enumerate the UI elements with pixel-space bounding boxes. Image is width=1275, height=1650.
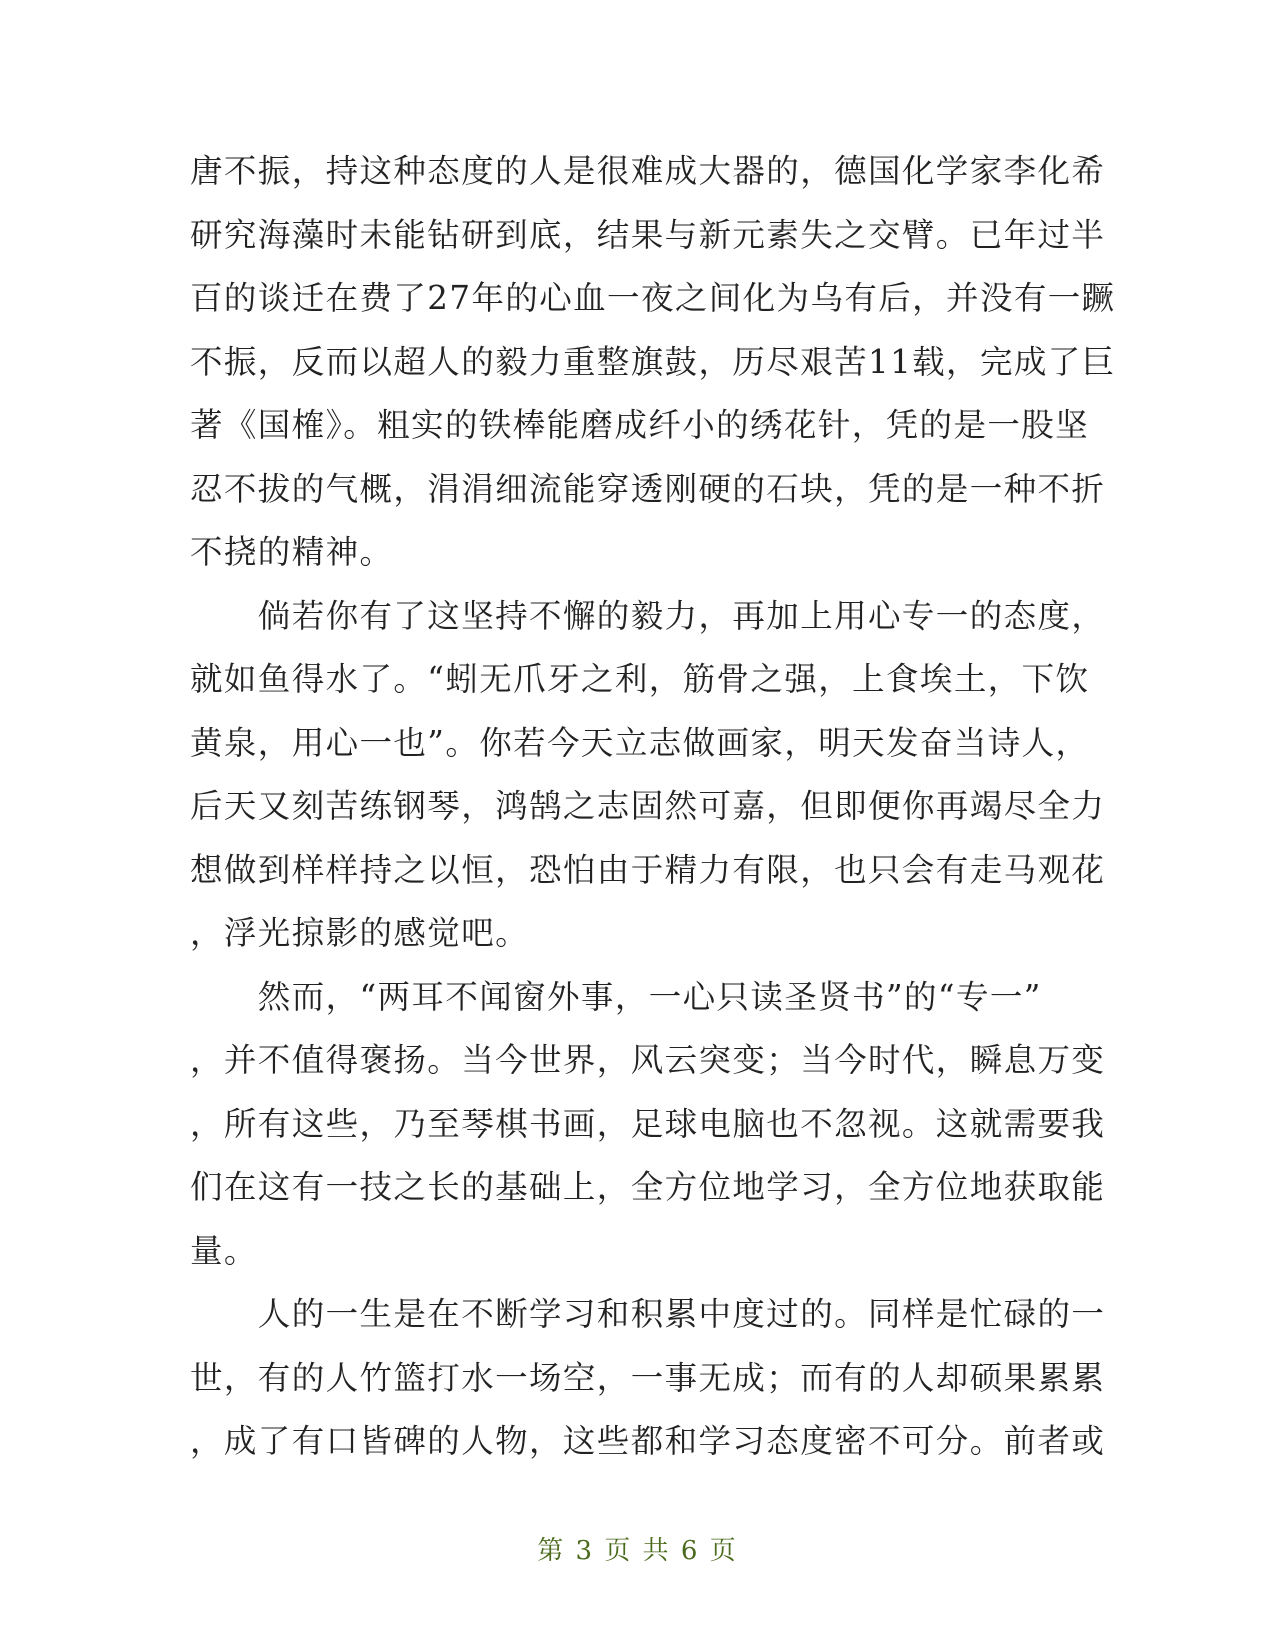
text-line: 倘若你有了这坚持不懈的毅力，再加上用心专一的态度， xyxy=(190,596,1106,635)
text-line: 世，有的人竹篮打水一场空，一事无成；而有的人却硕果累累 xyxy=(190,1358,1106,1397)
text-line: ，所有这些，乃至琴棋书画，足球电脑也不忽视。这就需要我 xyxy=(190,1104,1106,1143)
text-line: 人的一生是在不断学习和积累中度过的。同样是忙碌的一 xyxy=(190,1295,1106,1333)
text-line: 黄泉，用心一也”。你若今天立志做画家，明天发奋当诗人， xyxy=(190,723,1090,762)
text-line: 想做到样样持之以恒，恐怕由于精力有限，也只会有走马观花 xyxy=(190,850,1106,889)
text-line: 就如鱼得水了。“蚓无爪牙之利，筋骨之强，上食埃土，下饮 xyxy=(190,660,1090,698)
text-line: 唐不振，持这种态度的人是很难成大器的，德国化学家李化希 xyxy=(190,152,1106,190)
text-line: 后天又刻苦练钢琴，鸿鹄之志固然可嘉，但即便你再竭尽全力 xyxy=(190,787,1106,825)
text-line: 研究海藻时未能钻研到底，结果与新元素失之交臂。已年过半 xyxy=(190,215,1106,254)
text-line: 量。 xyxy=(190,1231,258,1270)
page-number-footer: 第 3 页 共 6 页 xyxy=(537,1536,738,1566)
text-line: ，成了有口皆碑的人物，这些都和学习态度密不可分。前者或 xyxy=(190,1422,1106,1460)
text-line: 百的谈迁在费了27年的心血一夜之间化为乌有后，并没有一蹶 xyxy=(190,279,1116,317)
text-line: ，浮光掠影的感觉吧。 xyxy=(190,914,530,952)
text-line: 忍不拔的气概，涓涓细流能穿透刚硬的石块，凭的是一种不折 xyxy=(190,469,1106,508)
text-line: 然而，“两耳不闻窗外事，一心只读圣贤书”的“专一” xyxy=(190,977,1042,1016)
text-line: ，并不值得褒扬。当今世界，风云突变；当今时代，瞬息万变 xyxy=(190,1041,1106,1079)
text-line: 著《国榷》。粗实的铁棒能磨成纤小的绣花针，凭的是一股坚 xyxy=(190,406,1090,444)
text-line: 不振，反而以超人的毅力重整旗鼓，历尽艰苦11载，完成了巨 xyxy=(190,342,1116,381)
document-body xyxy=(190,140,1116,1474)
text-line: 不挠的精神。 xyxy=(190,533,394,571)
text-line: 们在这有一技之长的基础上，全方位地学习，全方位地获取能 xyxy=(190,1168,1106,1206)
